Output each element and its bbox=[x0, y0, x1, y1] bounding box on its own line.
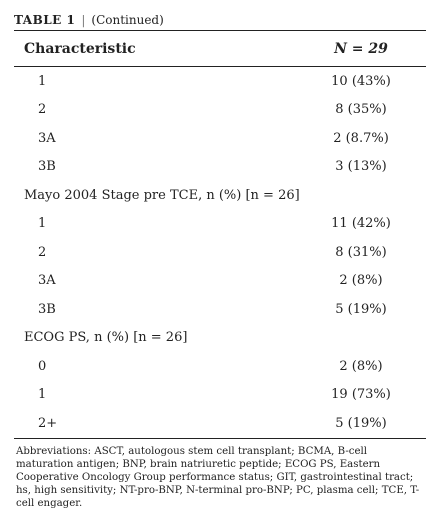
row-value: 8 (31%) bbox=[335, 244, 387, 260]
row-label: 1 bbox=[38, 387, 47, 403]
table-row bbox=[14, 381, 426, 410]
table-row bbox=[14, 96, 426, 125]
row-label: 1 bbox=[38, 216, 47, 232]
row-value: 11 (42%) bbox=[331, 216, 391, 232]
row-value: 5 (19%) bbox=[335, 301, 387, 317]
row-value: 5 (19%) bbox=[335, 415, 387, 431]
row-label: 2 bbox=[38, 102, 47, 118]
row-label: 0 bbox=[38, 358, 47, 374]
row-label: 3A bbox=[38, 273, 56, 289]
row-value: 2 (8%) bbox=[339, 358, 383, 374]
row-value: 19 (73%) bbox=[331, 387, 391, 403]
row-value: 3 (13%) bbox=[335, 159, 387, 175]
table-row bbox=[14, 124, 426, 153]
row-value: 2 (8.7%) bbox=[333, 130, 389, 146]
caption-text: (Continued) bbox=[91, 13, 164, 27]
header-n: N = 29 bbox=[334, 40, 388, 57]
table-body bbox=[14, 67, 426, 438]
table-row bbox=[14, 210, 426, 239]
table-label: TABLE 1 bbox=[14, 13, 76, 27]
row-label: 3B bbox=[38, 301, 56, 317]
table-footnote: Abbreviations: ASCT, autologous stem cell transplant; BCMA, B-cell maturation antigen; BNP, brain natriuretic peptide; ECOG PS, Eastern Cooperative Oncology Group performance status; GIT, gastrointestinal tract; hs, high sensitivity; NT-pro-BNP, N-terminal pro-BNP; PC, plasma cell; TCE, T-cell engager. bbox=[16, 445, 420, 510]
section-label: Mayo 2004 Stage pre TCE, n (%) [n = 26] bbox=[24, 187, 300, 203]
table-row bbox=[14, 352, 426, 381]
table-container bbox=[14, 10, 426, 511]
table-header bbox=[14, 31, 426, 66]
row-value: 8 (35%) bbox=[335, 102, 387, 118]
table-caption bbox=[14, 10, 426, 30]
section-header-row bbox=[14, 181, 426, 210]
section-label: ECOG PS, n (%) [n = 26] bbox=[24, 330, 188, 346]
row-label: 3B bbox=[38, 159, 56, 175]
caption-separator: | bbox=[81, 13, 86, 27]
row-value: 10 (43%) bbox=[331, 73, 391, 89]
table-row bbox=[14, 67, 426, 96]
row-label: 1 bbox=[38, 73, 47, 89]
table-row bbox=[14, 295, 426, 324]
row-label: 2 bbox=[38, 244, 47, 260]
table-row bbox=[14, 153, 426, 182]
table-row bbox=[14, 238, 426, 267]
row-label: 3A bbox=[38, 130, 56, 146]
header-characteristic: Characteristic bbox=[24, 40, 136, 57]
table-row bbox=[14, 409, 426, 438]
row-value: 2 (8%) bbox=[339, 273, 383, 289]
table-row bbox=[14, 267, 426, 296]
section-header-row bbox=[14, 324, 426, 353]
row-label: 2+ bbox=[38, 415, 58, 431]
